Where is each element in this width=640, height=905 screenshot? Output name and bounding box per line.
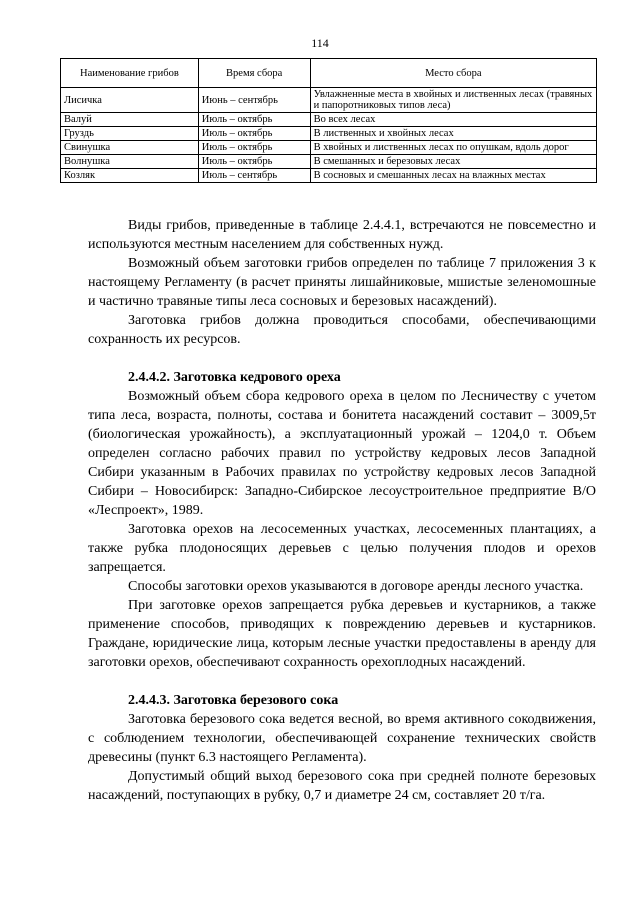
- cell-name: Козляк: [61, 169, 199, 183]
- paragraph: Заготовка березового сока ведется весной, во время активного сокодвижения, с соблюдением технологии, обеспечивающей сохранение технических свойств древесины (пункт 6.3 настоящего Регламента).: [88, 712, 596, 765]
- table-row: [61, 141, 597, 155]
- cell-time: Июль – октябрь: [198, 141, 310, 155]
- header-collection-time: Время сбора: [198, 59, 310, 88]
- paragraph: Виды грибов, приведенные в таблице 2.4.4.1, встречаются не повсеместно и используются местным населением для собственных нужд.: [88, 218, 596, 252]
- mushroom-table: [60, 58, 597, 183]
- cell-place: Во всех лесах: [310, 113, 596, 127]
- cell-time: Июль – октябрь: [198, 113, 310, 127]
- cell-time: Июнь – сентябрь: [198, 88, 310, 113]
- cell-time: Июль – октябрь: [198, 155, 310, 169]
- section-heading-cedar-nut: 2.4.4.2. Заготовка кедрового ореха: [128, 370, 341, 385]
- section-heading-birch-sap: 2.4.4.3. Заготовка березового сока: [128, 693, 339, 708]
- cell-time: Июль – октябрь: [198, 127, 310, 141]
- paragraph: Заготовка орехов на лесосеменных участках, лесосеменных плантациях, а также рубка плодоносящих деревьев с целью получения плодов и орехов запрещается.: [88, 522, 596, 575]
- cell-place: В хвойных и лиственных лесах по опушкам, вдоль дорог: [310, 141, 596, 155]
- header-mushroom-name: Наименование грибов: [61, 59, 199, 88]
- cell-time: Июль – сентябрь: [198, 169, 310, 183]
- cell-name: Лисичка: [61, 88, 199, 113]
- table-row: [61, 169, 597, 183]
- table-row: [61, 127, 597, 141]
- paragraph: Способы заготовки орехов указываются в договоре аренды лесного участка.: [128, 579, 584, 594]
- table-row: [61, 113, 597, 127]
- header-collection-place: Место сбора: [310, 59, 596, 88]
- paragraph: Допустимый общий выход березового сока при средней полноте березовых насаждений, поступающих в рубку, 0,7 и диаметре 24 см, составляет 20 т/га.: [88, 769, 596, 803]
- cell-name: Волнушка: [61, 155, 199, 169]
- table-header-row: [61, 59, 597, 88]
- cell-name: Свинушка: [61, 141, 199, 155]
- table-row: [61, 155, 597, 169]
- paragraph: Возможный объем заготовки грибов определен по таблице 7 приложения 3 к настоящему Регламенту (в расчет приняты лишайниковые, мшистые зеленомошные и частично травяные типы леса сосновых и березовых насаждений).: [88, 256, 596, 309]
- paragraph: Заготовка грибов должна проводиться способами, обеспечивающими сохранность их ресурсов.: [88, 313, 596, 347]
- cell-place: Увлажненные места в хвойных и лиственных лесах (травяных и папоротниковых типов леса): [310, 88, 596, 113]
- paragraph: Возможный объем сбора кедрового ореха в целом по Лесничеству с учетом типа леса, возраста, полноты, состава и бонитета насаждений составит – 3009,5т (биологическая урожайность), а эксплуатационный урожай – 1204,0 т. Объем определен согласно рабочих правил по устройству кедровых лесов Западной Сибири указанным в Рабочих правилах по устройству кедровых лесов Западной Сибири – Новосибирск: Западно-Сибирское лесоустроительное предприятие В/О «Леспроект», 1989.: [88, 389, 596, 518]
- document-body: [88, 216, 596, 805]
- cell-place: В лиственных и хвойных лесах: [310, 127, 596, 141]
- page-number: 114: [311, 36, 329, 50]
- cell-name: Валуй: [61, 113, 199, 127]
- table-row: [61, 88, 597, 113]
- paragraph: При заготовке орехов запрещается рубка деревьев и кустарников, а также применение способов, приводящих к повреждению деревьев и кустарников. Граждане, юридические лица, которым лесные участки предоставлены в аренду для заготовки орехов, обеспечивают сохранность орехоплодных насаждений.: [88, 598, 596, 670]
- cell-place: В сосновых и смешанных лесах на влажных местах: [310, 169, 596, 183]
- cell-name: Груздь: [61, 127, 199, 141]
- cell-place: В смешанных и березовых лесах: [310, 155, 596, 169]
